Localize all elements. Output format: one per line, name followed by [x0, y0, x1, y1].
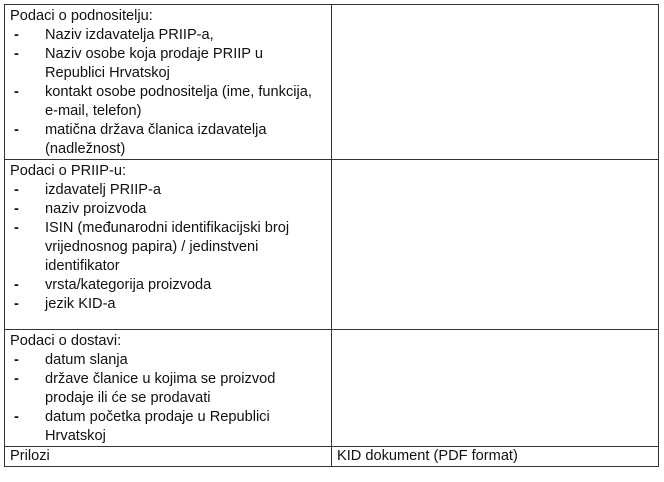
list-item-text: države članice u kojima se proizvod prodaje ili će se prodavati	[45, 371, 276, 406]
bullet-dash: -	[14, 84, 19, 100]
table-row-priip	[5, 160, 659, 330]
list-item	[10, 181, 327, 200]
delivery-input-cell[interactable]	[332, 330, 659, 447]
bullet-dash: -	[14, 220, 19, 236]
bullet-dash: -	[14, 352, 19, 368]
bullet-dash: -	[14, 122, 19, 138]
list-item	[10, 370, 327, 408]
bullet-dash: -	[14, 201, 19, 217]
list-item	[10, 121, 327, 159]
bullet-dash: -	[14, 371, 19, 387]
section-title-submitter: Podaci o podnositelju:	[10, 8, 153, 24]
list-item	[10, 83, 327, 121]
list-item-text: Naziv izdavatelja PRIIP-a,	[45, 27, 214, 43]
bullet-dash: -	[14, 277, 19, 293]
priip-input-cell[interactable]	[332, 160, 659, 330]
list-item-text: Naziv osobe koja prodaje PRIIP u Republici Hrvatskoj	[45, 46, 263, 81]
list-item-text: ISIN (međunarodni identifikacijski broj vrijednosnog papira) / jedinstveni identifikator	[45, 220, 290, 274]
list-item-text: matična država članica izdavatelja (nadležnost)	[45, 122, 267, 157]
bullet-dash: -	[14, 46, 19, 62]
list-item	[10, 45, 327, 83]
list-item	[10, 408, 327, 446]
table-row-attachments	[5, 447, 659, 467]
list-item	[10, 200, 327, 219]
priip-info-cell	[5, 160, 332, 330]
submitter-info-cell	[5, 5, 332, 160]
table-row-submitter	[5, 5, 659, 160]
list-item	[10, 219, 327, 276]
section-title-delivery: Podaci o dostavi:	[10, 333, 122, 349]
list-item-text: naziv proizvoda	[45, 201, 147, 217]
bullet-dash: -	[14, 182, 19, 198]
list-item	[10, 351, 327, 370]
table-row-delivery	[5, 330, 659, 447]
list-item	[10, 26, 327, 45]
delivery-item-list	[10, 351, 327, 446]
attachments-label: Prilozi	[5, 447, 332, 467]
list-item-text: jezik KID-a	[45, 296, 116, 312]
priip-item-list	[10, 181, 327, 314]
submitter-item-list	[10, 26, 327, 159]
list-item-text: izdavatelj PRIIP-a	[45, 182, 161, 198]
bullet-dash: -	[14, 409, 19, 425]
submitter-input-cell[interactable]	[332, 5, 659, 160]
delivery-info-cell	[5, 330, 332, 447]
bullet-dash: -	[14, 27, 19, 43]
list-item	[10, 295, 327, 314]
submission-form-table	[4, 4, 659, 467]
list-item-text: datum slanja	[45, 352, 128, 368]
list-item	[10, 276, 327, 295]
attachments-value: KID dokument (PDF format)	[332, 447, 659, 467]
list-item-text: datum početka prodaje u Republici Hrvatskoj	[45, 409, 270, 444]
list-item-text: kontakt osobe podnositelja (ime, funkcija, e-mail, telefon)	[45, 84, 312, 119]
list-item-text: vrsta/kategorija proizvoda	[45, 277, 212, 293]
bullet-dash: -	[14, 296, 19, 312]
section-title-priip: Podaci o PRIIP-u:	[10, 163, 126, 179]
